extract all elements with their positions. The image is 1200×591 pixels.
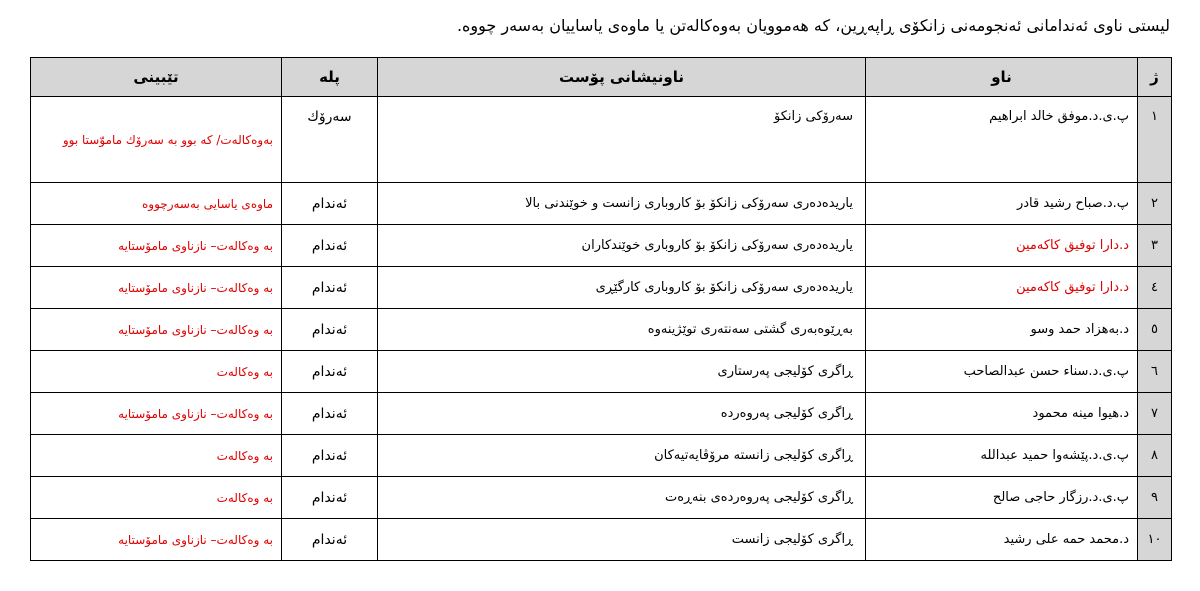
row-name: د.هیوا مینە محمود — [866, 393, 1138, 435]
row-num: ٩ — [1138, 477, 1172, 519]
row-name: د.دارا توفیق كاكەمین — [866, 267, 1138, 309]
row-note: ماوەی یاسایی بەسەرچووە — [31, 183, 282, 225]
table-row — [31, 225, 1172, 267]
header-grade: پلە — [282, 58, 378, 97]
row-num: ١ — [1138, 97, 1172, 183]
row-name: د.بەهزاد حمد وسو — [866, 309, 1138, 351]
row-grade: ئەندام — [282, 351, 378, 393]
table-row — [31, 97, 1172, 183]
row-name: د.دارا توفیق كاكەمین — [866, 225, 1138, 267]
table-header-row — [31, 58, 1172, 97]
row-note: بە وەكالەت — [31, 351, 282, 393]
row-post: ڕاگری كۆلیجی پەرستاری — [378, 351, 866, 393]
row-note: بە وەكالەت — [31, 435, 282, 477]
table-row — [31, 309, 1172, 351]
table-row — [31, 267, 1172, 309]
row-post: یاریدەدەری سەرۆكی زانكۆ بۆ كاروباری خوێندكاران — [378, 225, 866, 267]
row-grade: ئەندام — [282, 519, 378, 561]
row-name: پ.ی.د.رزگار حاجی صالح — [866, 477, 1138, 519]
row-name: پ.ی.د.پێشەوا حمید عبدالله — [866, 435, 1138, 477]
header-post: ناونیشانی پۆست — [378, 58, 866, 97]
header-num: ژ — [1138, 58, 1172, 97]
row-post: ڕاگری كۆلیجی پەروەردە — [378, 393, 866, 435]
row-note: بە وەكالەت– نازناوی ماموٚستایە — [31, 393, 282, 435]
table-row — [31, 435, 1172, 477]
row-note: بەوەكالەت/ كە بوو بە سەرۆك ماموّستا بوو — [31, 97, 282, 183]
row-num: ٦ — [1138, 351, 1172, 393]
row-grade: ئەندام — [282, 435, 378, 477]
table-row — [31, 519, 1172, 561]
row-grade: ئەندام — [282, 225, 378, 267]
row-num: ٢ — [1138, 183, 1172, 225]
row-note: بە وەكالەت– نازناوی ماموٚستایە — [31, 519, 282, 561]
row-num: ٧ — [1138, 393, 1172, 435]
row-num: ٤ — [1138, 267, 1172, 309]
table-row — [31, 183, 1172, 225]
row-name: پ.د.صباح رشید قادر — [866, 183, 1138, 225]
row-post: ڕاگری كۆلیجی زانستە مرۆڤایەتیەكان — [378, 435, 866, 477]
document-caption: لیستی ناوی ئەندامانی ئەنجومەنی زانكۆی ڕاپەڕین، كە هەموویان بەوەكالەتن یا ماوەی یاساییان بەسەر چووە. — [456, 16, 1170, 35]
row-grade: ئەندام — [282, 267, 378, 309]
row-name: پ.ی.د.موفق خالد ابراهیم — [866, 97, 1138, 183]
row-post: ڕاگری كۆلیجی زانست — [378, 519, 866, 561]
row-post: سەرۆكی زانكۆ — [378, 97, 866, 183]
row-post: یاریدەدەری سەرۆكی زانكۆ بۆ كاروباری كارگێڕی — [378, 267, 866, 309]
header-name: ناو — [866, 58, 1138, 97]
table-row — [31, 477, 1172, 519]
row-num: ٣ — [1138, 225, 1172, 267]
row-grade: ئەندام — [282, 393, 378, 435]
row-grade: ئەندام — [282, 183, 378, 225]
row-num: ٥ — [1138, 309, 1172, 351]
row-note: بە وەكالەت — [31, 477, 282, 519]
members-table — [30, 57, 1172, 561]
row-name: پ.ی.د.سناء حسن عبدالصاحب — [866, 351, 1138, 393]
row-grade: ئەندام — [282, 309, 378, 351]
row-note: بە وەكالەت– نازناوی ماموٚستایە — [31, 267, 282, 309]
row-num: ١٠ — [1138, 519, 1172, 561]
row-post: ڕاگری كۆلیجی پەروەردەی بنەڕەت — [378, 477, 866, 519]
table-row — [31, 351, 1172, 393]
header-note: تێبینی — [31, 58, 282, 97]
row-post: یاریدەدەری سەرۆكی زانكۆ بۆ كاروباری زانست و خوێندنی بالا — [378, 183, 866, 225]
row-num: ٨ — [1138, 435, 1172, 477]
row-note: بە وەكالەت– نازناوی ماموٚستایە — [31, 309, 282, 351]
row-note: بە وەكالەت– نازناوی ماموٚستایە — [31, 225, 282, 267]
row-name: د.محمد حمە علی رشید — [866, 519, 1138, 561]
table-row — [31, 393, 1172, 435]
row-post: بەڕێوەبەری گشتی سەنتەری توێژینەوە — [378, 309, 866, 351]
row-grade: ئەندام — [282, 477, 378, 519]
row-grade: سەرۆك — [282, 97, 378, 183]
